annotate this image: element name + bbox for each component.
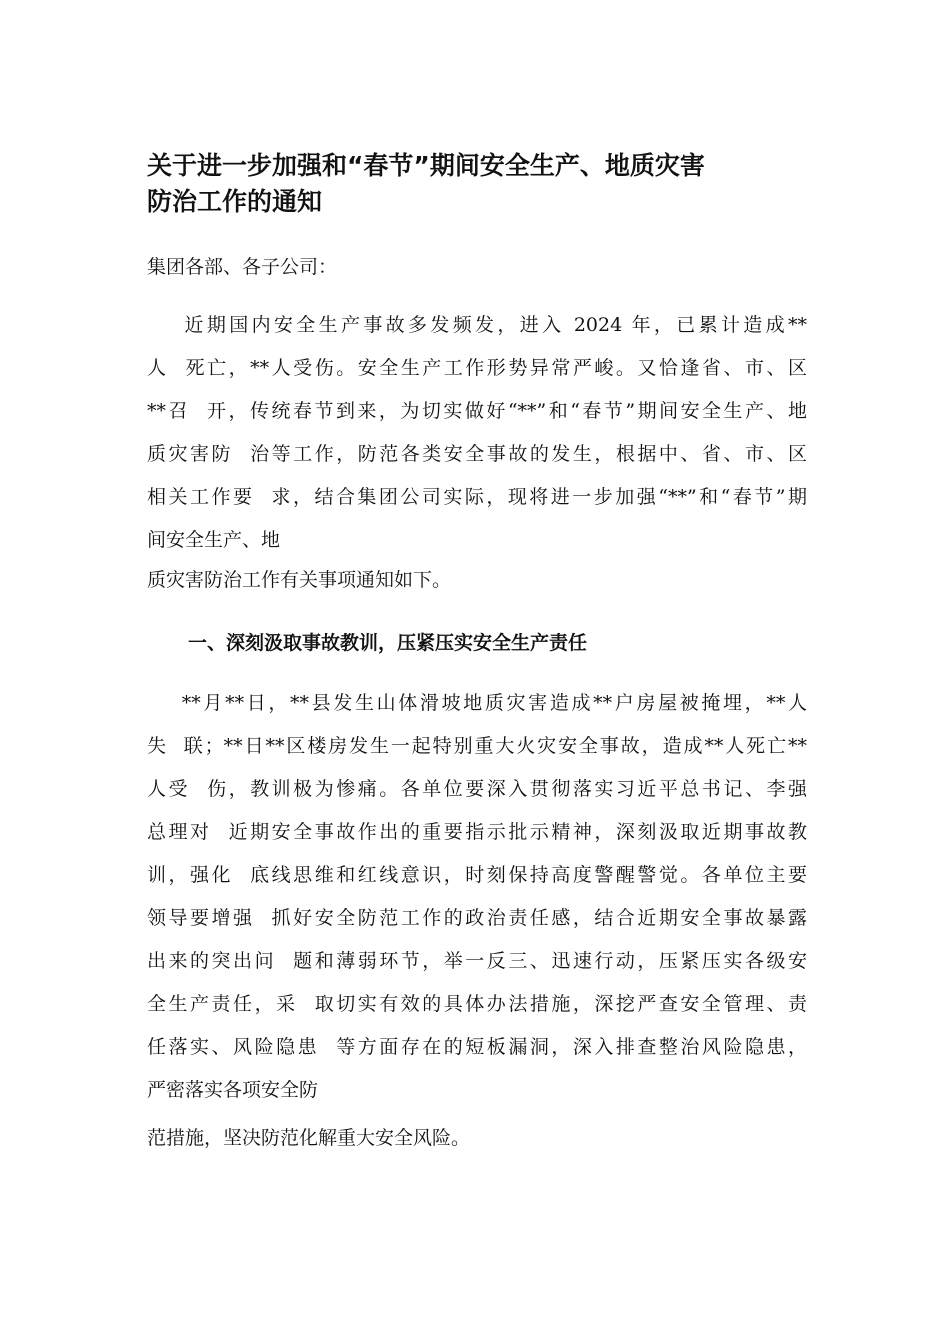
paragraph-2-line-8: 全生产责任，采 取切实有效的具体办法措施，深挖严查安全管理、责 xyxy=(147,993,807,1015)
paragraph-2-line-7: 出来的突出问 题和薄弱环节，举一反三、迅速行动，压紧压实各级安 xyxy=(147,950,807,972)
paragraph-2-line-1: **月**日，**县发生山体滑坡地质灾害造成**户房屋被掩埋，**人 xyxy=(147,692,807,714)
paragraph-2-line-4: 总理对 近期安全事故作出的重要指示批示精神，深刻汲取近期事故教 xyxy=(147,821,807,843)
salutation: 集团各部、各子公司： xyxy=(147,256,338,278)
paragraph-1-line-6: 间安全生产、地 xyxy=(147,529,281,551)
paragraph-1-line-1: 近期国内安全生产事故多发频发，进入 2024 年，已累计造成** xyxy=(147,314,807,336)
paragraph-2-line-6: 领导要增强 抓好安全防范工作的政治责任感，结合近期安全事故暴露 xyxy=(147,907,807,929)
document-title-line-2: 防治工作的通知 xyxy=(147,187,323,216)
paragraph-1-line-7: 质灾害防治工作有关事项通知如下。 xyxy=(147,569,452,591)
section-1-heading: 一、深刻汲取事故教训，压紧压实安全生产责任 xyxy=(188,632,588,654)
paragraph-1-line-5: 相关工作要 求，结合集团公司实际，现将进一步加强“**”和“春节”期 xyxy=(147,486,807,508)
paragraph-2-line-10: 严密落实各项安全防 xyxy=(147,1079,319,1101)
paragraph-1-line-3: **召 开，传统春节到来，为切实做好“**”和“春节”期间安全生产、地 xyxy=(147,400,807,422)
paragraph-1-line-4: 质灾害防 治等工作，防范各类安全事故的发生，根据中、省、市、区 xyxy=(147,443,807,465)
paragraph-2-line-5: 训，强化 底线思维和红线意识，时刻保持高度警醒警觉。各单位主要 xyxy=(147,864,807,886)
document-title-line-1: 关于进一步加强和“春节”期间安全生产、地质灾害 xyxy=(147,151,705,180)
paragraph-2-line-2: 失 联；**日**区楼房发生一起特别重大火灾安全事故，造成**人死亡** xyxy=(147,735,807,757)
paragraph-2-line-3: 人受 伤，教训极为惨痛。各单位要深入贯彻落实习近平总书记、李强 xyxy=(147,778,807,800)
paragraph-1-line-2: 人 死亡，**人受伤。安全生产工作形势异常严峻。又恰逢省、市、区 xyxy=(147,357,807,379)
paragraph-2-line-11: 范措施，坚决防范化解重大安全风险。 xyxy=(147,1127,471,1149)
paragraph-2-line-9: 任落实、风险隐患 等方面存在的短板漏洞，深入排查整治风险隐患， xyxy=(147,1036,807,1058)
